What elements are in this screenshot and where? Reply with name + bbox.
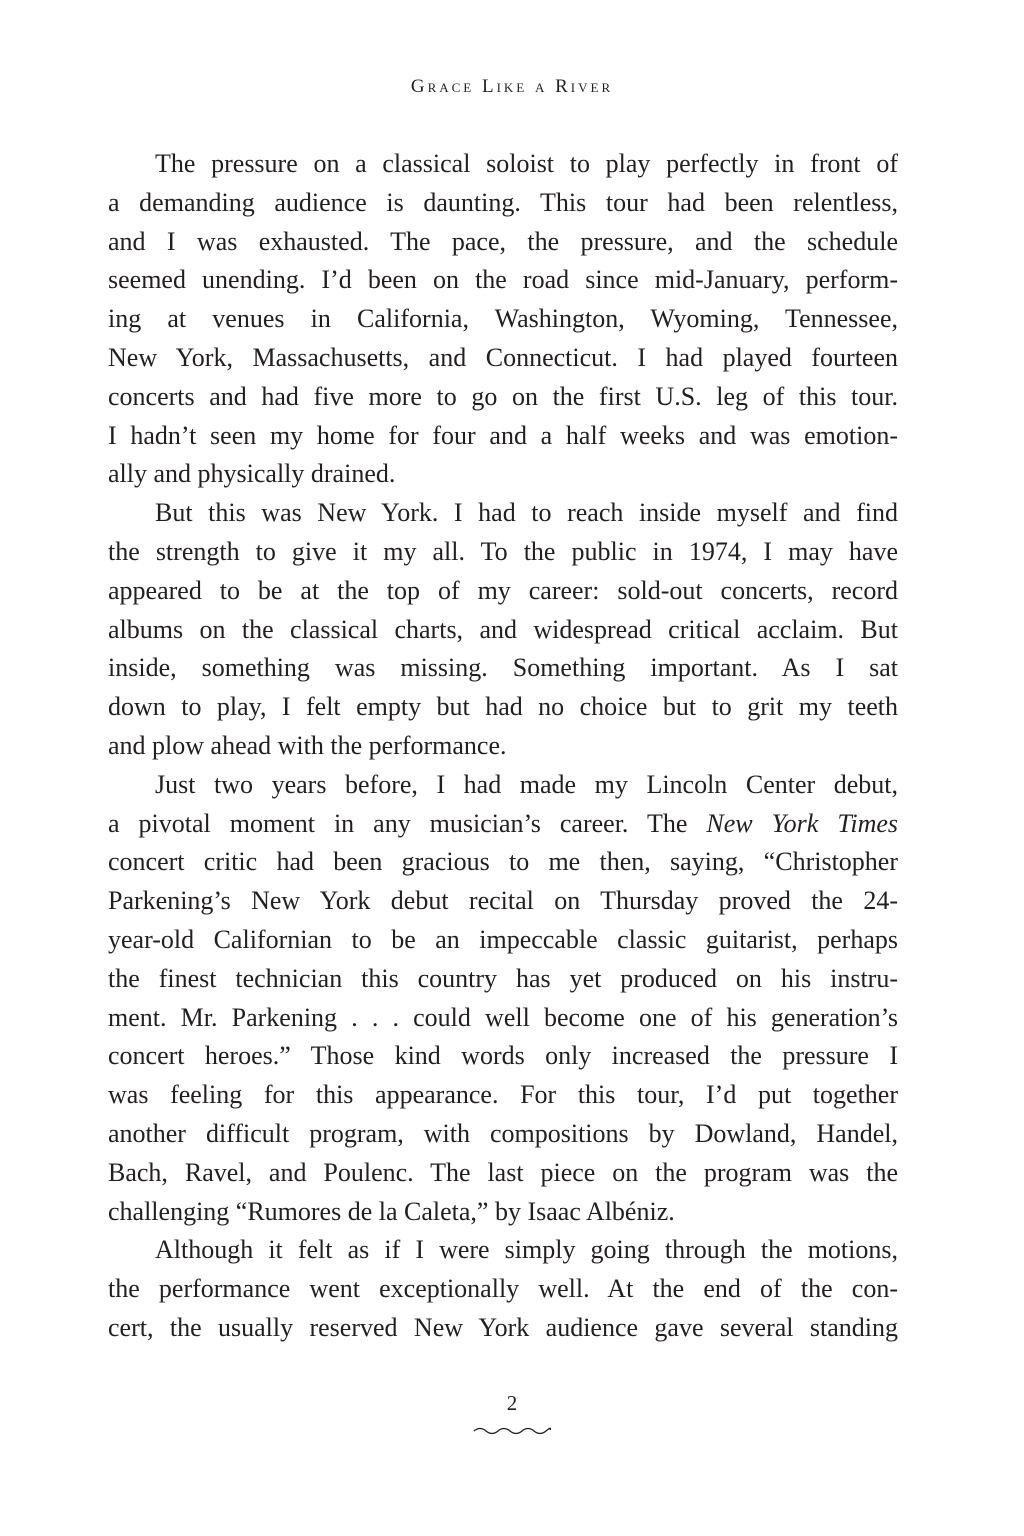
text-line: Just two years before, I had made my Lincoln Center debut, [155,769,898,799]
body-text [108,145,898,1348]
text-line: albums on the classical charts, and widespread critical acclaim. But [108,614,898,644]
text-line: concerts and had five more to go on the first U.S. leg of this tour. [108,381,898,411]
text-line: I hadn’t seen my home for four and a half weeks and was emotion- [108,420,898,450]
text-line: Although it felt as if I were simply going through the motions, [155,1235,898,1265]
text-line: ally and physically drained. [108,459,396,489]
text-line: the performance went exceptionally well. At the end of the con- [108,1274,898,1304]
text-line: was feeling for this appearance. For this tour, I’d put together [108,1080,898,1110]
running-head: Grace Like a River [410,76,614,97]
text-line: But this was New York. I had to reach inside myself and find [155,498,898,528]
text-line: a pivotal moment in any musician’s career. The New York Times [108,808,899,838]
italic-title: New York Times [706,808,899,838]
text-line: and plow ahead with the performance. [108,730,507,760]
text-line: ing at venues in California, Washington, Wyoming, Tennessee, [108,304,898,334]
text-line: concert heroes.” Those kind words only increased the pressure I [108,1041,898,1071]
text-line: ment. Mr. Parkening . . . could well become one of his generation’s [108,1002,898,1032]
text-line: seemed unending. I’d been on the road since mid-January, perform- [108,265,898,295]
folio-ornament-icon [472,1425,552,1437]
text-line: a demanding audience is daunting. This tour had been relentless, [108,187,898,217]
text-line: and I was exhausted. The pace, the pressure, and the schedule [108,226,898,256]
text-line: challenging “Rumores de la Caleta,” by Isaac Albéniz. [108,1196,675,1226]
text-line: appeared to be at the top of my career: sold-out concerts, record [108,575,898,605]
text-line: concert critic had been gracious to me then, saying, “Christopher [108,847,898,877]
text-line: New York, Massachusetts, and Connecticut. I had played fourteen [108,342,898,372]
text-line: Bach, Ravel, and Poulenc. The last piece on the program was the [108,1157,898,1187]
text-line: year-old Californian to be an impeccable classic guitarist, perhaps [108,924,898,954]
text-line: cert, the usually reserved New York audience gave several standing [108,1312,898,1342]
text-line: another difficult program, with compositions by Dowland, Handel, [108,1118,898,1148]
text-line: The pressure on a classical soloist to play perfectly in front of [155,149,898,178]
text-line: Parkening’s New York debut recital on Thursday proved the 24- [108,886,898,916]
text-line: the finest technician this country has yet produced on his instru- [108,963,898,993]
text-line: inside, something was missing. Something important. As I sat [108,653,898,683]
page-number: 2 [506,1391,518,1415]
text-line: down to play, I felt empty but had no choice but to grit my teeth [108,692,898,722]
text-line: the strength to give it my all. To the public in 1974, I may have [108,536,898,566]
